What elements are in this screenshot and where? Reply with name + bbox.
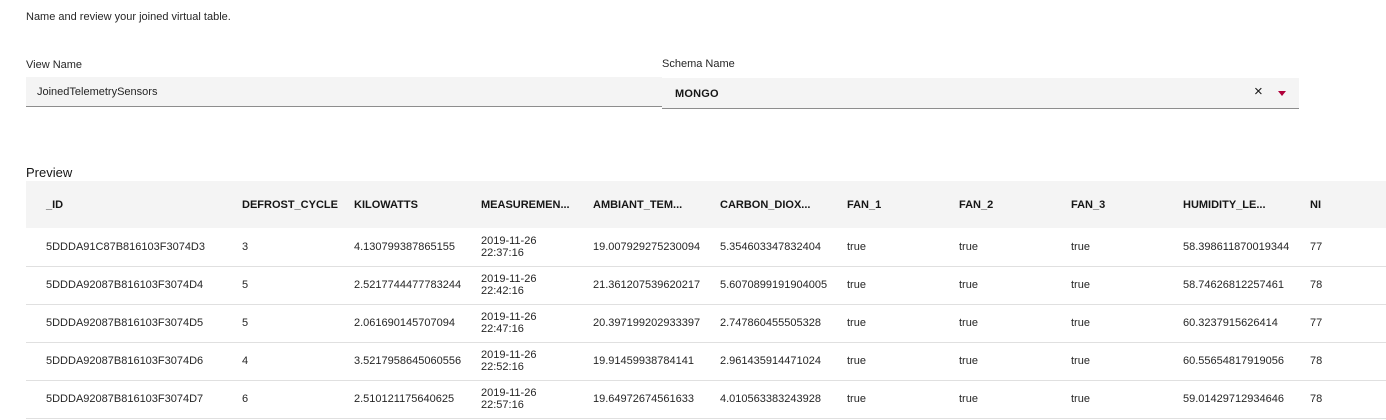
view-name-label: View Name: [26, 59, 83, 71]
table-cell: 2019-11-26 22:42:16: [481, 273, 537, 297]
table-cell: 5: [242, 317, 249, 329]
table-cell: 2019-11-26 22:47:16: [481, 311, 537, 335]
table-row: [26, 304, 1386, 342]
column-header[interactable]: MEASUREMEN...: [481, 198, 570, 211]
chevron-down-icon[interactable]: [1278, 91, 1286, 96]
schema-name-value: MONGO: [675, 88, 719, 100]
table-cell: 4.010563383243928: [720, 393, 821, 405]
table-cell: 2.747860455505328: [720, 317, 821, 329]
table-cell: true: [847, 240, 866, 253]
table-cell: true: [1071, 317, 1090, 329]
table-cell: 2019-11-26 22:52:16: [481, 349, 537, 373]
table-cell: true: [847, 279, 866, 291]
table-cell: 78: [1310, 279, 1323, 291]
table-cell: 2.5217744477783244: [354, 279, 462, 291]
preview-table: [26, 181, 1386, 419]
table-cell: 4.130799387865155: [354, 240, 455, 253]
table-cell: 5DDDA92087B816103F3074D7: [46, 393, 204, 405]
table-cell: true: [847, 317, 866, 329]
table-cell: true: [959, 355, 978, 367]
table-cell: 21.361207539620217: [593, 279, 701, 291]
table-cell: true: [959, 393, 978, 405]
table-cell: 59.01429712934646: [1183, 393, 1284, 405]
preview-title: Preview: [26, 165, 73, 180]
table-row: [26, 266, 1386, 304]
table-cell: 60.55654817919056: [1183, 355, 1284, 367]
schema-name-select[interactable]: [662, 78, 1299, 109]
table-row: [26, 380, 1386, 418]
table-cell: true: [847, 393, 866, 405]
column-header[interactable]: FAN_1: [847, 198, 882, 211]
table-cell: 5.354603347832404: [720, 240, 821, 253]
table-cell: 78: [1310, 355, 1323, 367]
table-cell: 58.398611870019344: [1183, 240, 1290, 253]
table-cell: 20.397199202933397: [593, 317, 701, 329]
table-cell: 19.64972674561633: [593, 393, 694, 405]
table-cell: 5DDDA92087B816103F3074D6: [46, 355, 204, 367]
table-row: [26, 228, 1386, 266]
table-cell: 19.007929275230094: [593, 240, 701, 253]
column-header[interactable]: FAN_2: [959, 198, 994, 211]
column-header[interactable]: KILOWATTS: [354, 198, 418, 211]
table-cell: 5: [242, 279, 249, 291]
column-header[interactable]: CARBON_DIOX...: [720, 198, 811, 211]
table-row: [26, 342, 1386, 380]
table-cell: 3.5217958645060556: [354, 355, 462, 367]
table-cell: true: [959, 317, 978, 329]
column-header[interactable]: DEFROST_CYCLE: [242, 198, 338, 211]
table-cell: 2019-11-26 22:57:16: [481, 387, 537, 411]
table-cell: 6: [242, 393, 249, 405]
table-header-row: [26, 181, 1386, 228]
table-cell: 58.74626812257461: [1183, 279, 1284, 291]
column-header[interactable]: AMBIANT_TEM...: [593, 198, 683, 211]
table-cell: 78: [1310, 393, 1323, 405]
column-header[interactable]: NI: [1310, 198, 1321, 211]
table-cell: true: [1071, 393, 1090, 405]
table-cell: true: [1071, 355, 1090, 367]
table-cell: true: [1071, 240, 1090, 253]
table-cell: 4: [242, 355, 249, 367]
table-cell: 2.061690145707094: [354, 317, 455, 329]
table-cell: 77: [1310, 317, 1323, 329]
table-cell: 3: [242, 240, 249, 253]
table-cell: 5.6070899191904005: [720, 279, 828, 291]
table-cell: 19.91459938784141: [593, 355, 694, 367]
schema-name-label: Schema Name: [662, 58, 735, 70]
preview-table-container[interactable]: [26, 181, 1323, 420]
table-cell: 2.961435914471024: [720, 355, 821, 367]
view-name-input[interactable]: JoinedTelemetrySensors: [26, 77, 662, 107]
column-header[interactable]: FAN_3: [1071, 198, 1106, 211]
table-cell: 5DDDA91C87B816103F3074D3: [46, 240, 205, 253]
table-cell: 2019-11-26 22:37:16: [481, 234, 537, 259]
table-cell: true: [959, 279, 978, 291]
intro-text: Name and review your joined virtual table.: [26, 11, 231, 23]
table-cell: true: [1071, 279, 1090, 291]
table-cell: 2.510121175640625: [354, 393, 455, 405]
table-cell: true: [847, 355, 866, 367]
table-cell: 5DDDA92087B816103F3074D4: [46, 279, 204, 291]
table-cell: 77: [1310, 240, 1323, 253]
column-header[interactable]: _ID: [46, 198, 64, 211]
table-cell: true: [959, 240, 978, 253]
table-cell: 5DDDA92087B816103F3074D5: [46, 317, 204, 329]
close-icon[interactable]: ×: [1254, 83, 1263, 100]
column-header[interactable]: HUMIDITY_LE...: [1183, 198, 1266, 211]
table-cell: 60.3237915626414: [1183, 317, 1278, 329]
